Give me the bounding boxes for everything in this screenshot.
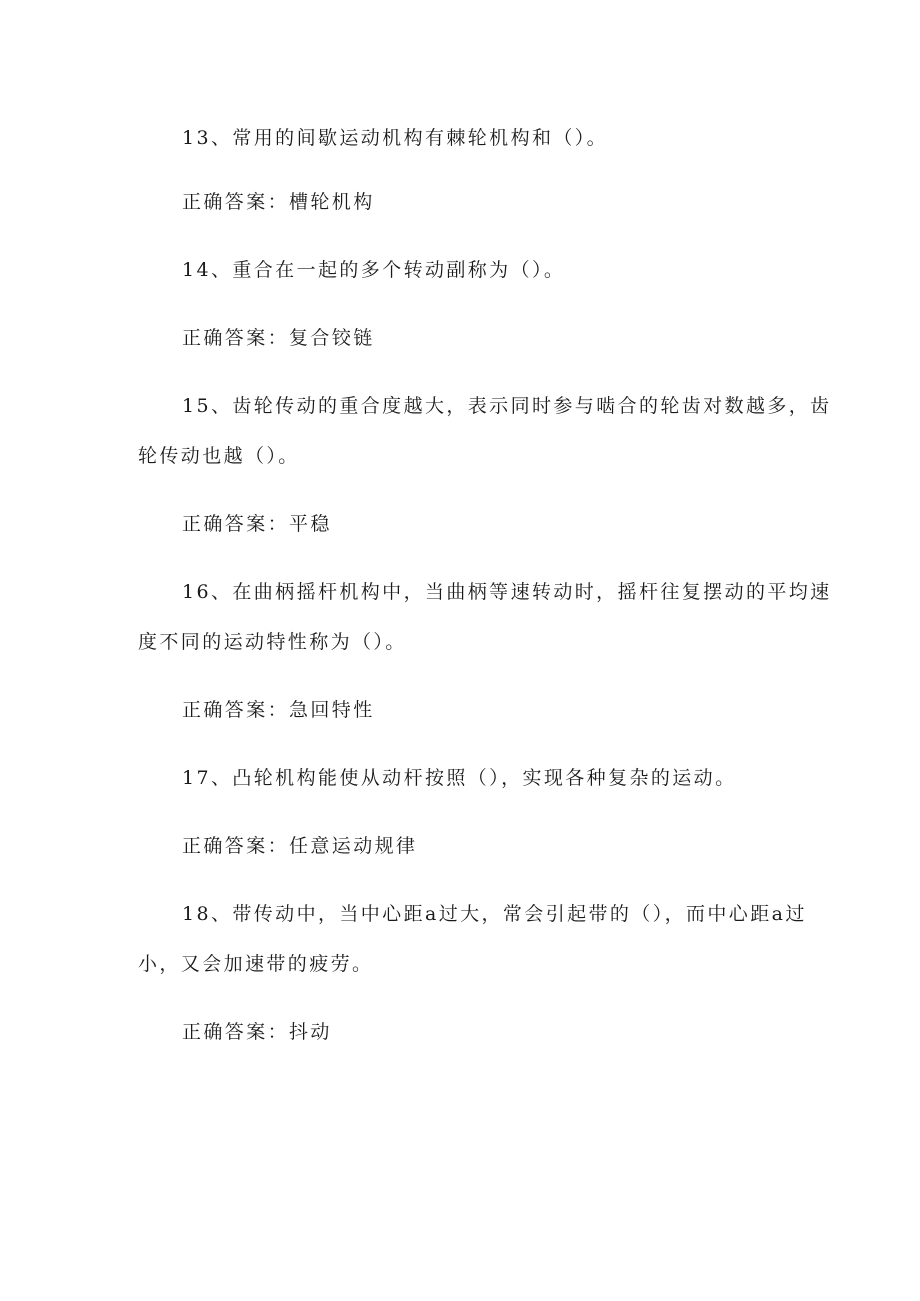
question-18-line-1: 18、带传动中，当中心距a过大，常会引起带的（），而中心距a过 [182,903,807,925]
answer-13: 正确答案：槽轮机构 [182,191,375,213]
question-17-line-1: 17、凸轮机构能使从动杆按照（），实现各种复杂的运动。 [182,767,737,789]
question-15-line-2: 轮传动也越（）。 [138,445,300,467]
question-16-line-1: 16、在曲柄摇杆机构中，当曲柄等速转动时，摇杆往复摆动的平均速 [182,581,832,603]
answer-16: 正确答案：急回特性 [182,699,375,721]
answer-15: 正确答案：平稳 [182,513,332,535]
question-13-line-1: 13、常用的间歇运动机构有棘轮机构和（）。 [182,127,609,149]
answer-17: 正确答案：任意运动规律 [182,835,418,857]
question-18-line-2: 小，又会加速带的疲劳。 [138,953,374,975]
question-14-line-1: 14、重合在一起的多个转动副称为（）。 [182,259,566,281]
question-16-line-2: 度不同的运动特性称为（）。 [138,631,407,653]
answer-14: 正确答案：复合铰链 [182,327,375,349]
answer-18: 正确答案：抖动 [182,1021,332,1043]
question-15-line-1: 15、齿轮传动的重合度越大，表示同时参与啮合的轮齿对数越多，齿 [182,395,832,417]
